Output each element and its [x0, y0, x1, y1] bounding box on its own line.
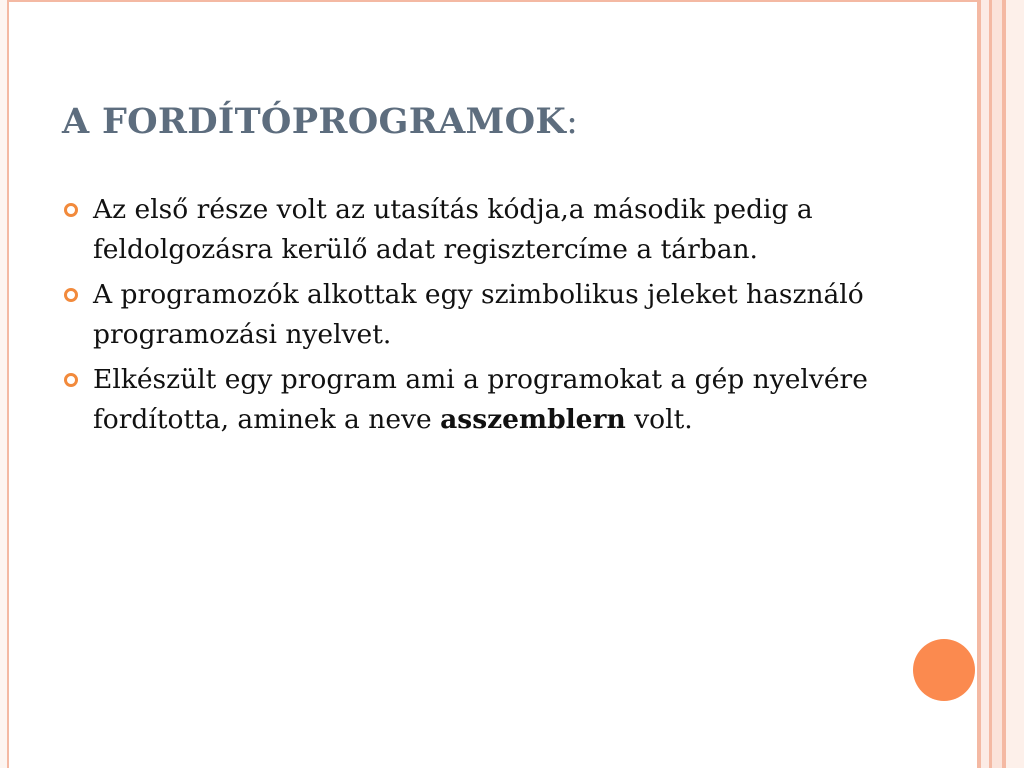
bullet-text-bold-term: asszemblern [440, 404, 626, 435]
bullet-item [62, 190, 882, 270]
bullet-list [62, 190, 882, 445]
bullet-circle-icon [64, 203, 78, 217]
right-border-stripe [992, 0, 1002, 768]
bullet-item [62, 360, 882, 440]
slide-title-text: A FORDÍTÓPROGRAMOK [62, 101, 567, 142]
bullet-circle-icon [64, 288, 78, 302]
bullet-circle-icon [64, 373, 78, 387]
bullet-item [62, 275, 882, 355]
right-border-stripe [1006, 0, 1024, 768]
orange-circle-decoration [913, 639, 975, 701]
bullet-text: A programozók alkottak egy szimbolikus jeleket használó programozási nyelvet. [93, 279, 864, 350]
bullet-text-end: volt. [625, 404, 693, 435]
slide-title [62, 101, 578, 142]
right-border-stripe [981, 0, 989, 768]
bullet-text-start: Elkészült egy program ami a programokat a gép nyelvére fordította, aminek a neve [93, 364, 868, 435]
bullet-text [93, 364, 868, 435]
bullet-text: Az első része volt az utasítás kódja,a második pedig a feldolgozásra kerülő adat regisztercíme a tárban. [93, 194, 813, 265]
slide-title-colon: : [566, 102, 579, 142]
